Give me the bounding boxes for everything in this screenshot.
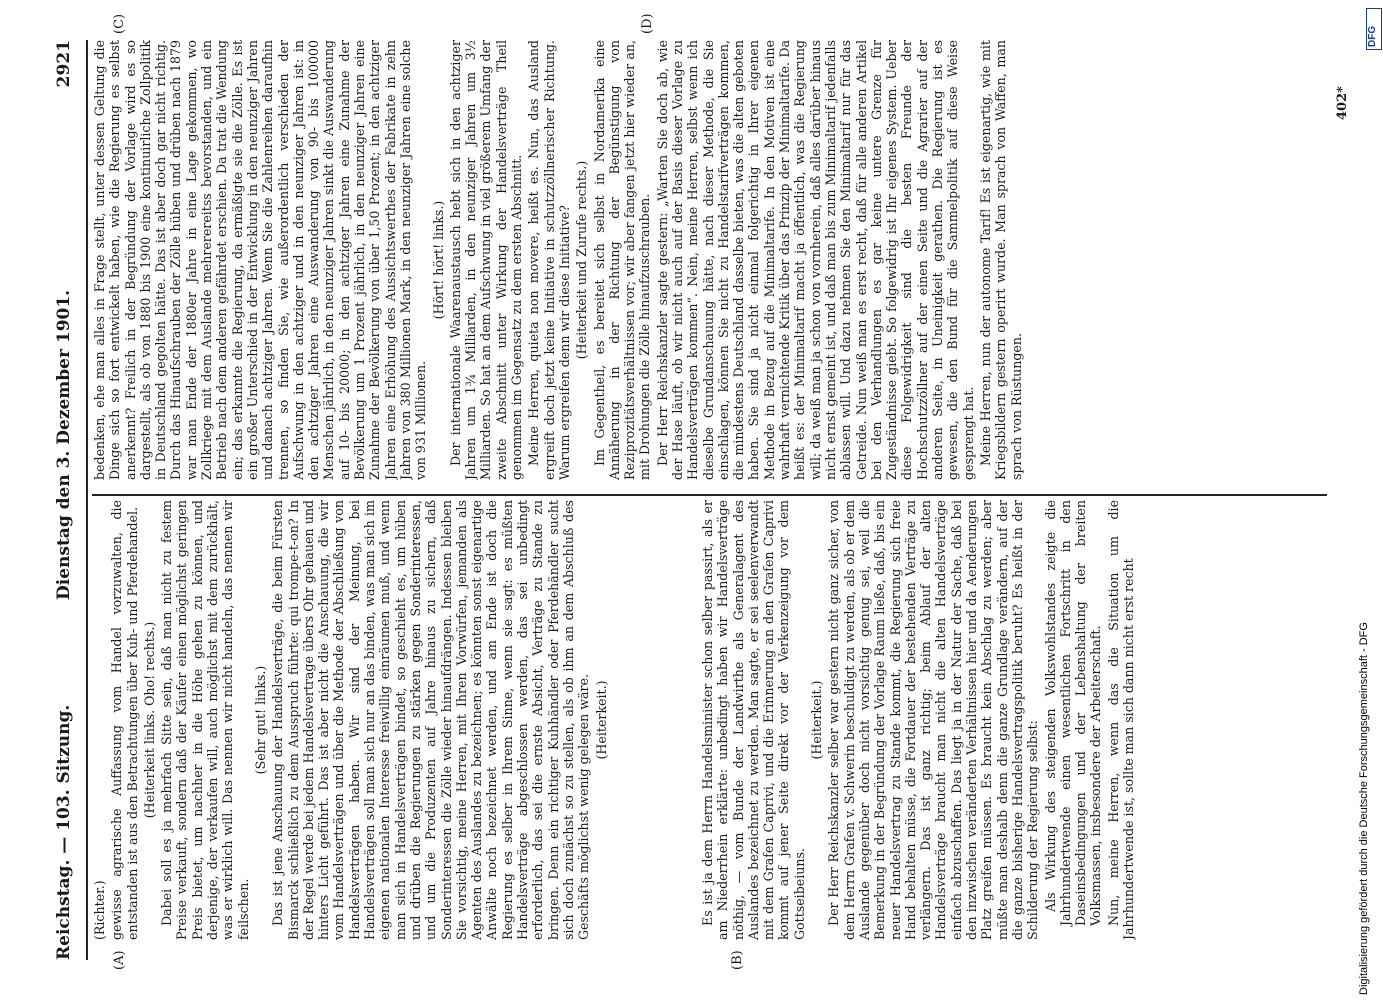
interjection: (Heiterkeit und Zurufe rechts.) [574, 160, 590, 360]
paragraph: Der Herr Reichskanzler sagte gestern: „Warten Sie doch ab, wie der Hase läuft, ob wir nicht auch auf der Basis dieser Vorlage zu Handelsverträgen kommen“. Nein, meine Herren, selbst wenn ich dieselbe Grundanschauung hätte, nach dieser Methode, die Sie einschlagen, können Sie nicht zu Handelstarifverträgen kommen, die mindestens Deutschland dasselbe bieten, was die alten geboten haben. Sie sind ja nicht einmal folgerichtig in Ihrer eigenen Methode in Bezug auf die Minimaltarife. In den Motiven ist eine wahrhaft vernichtende Kritik über das Prinzip der Minimaltarife. Da heißt es: der Minimaltarif macht ja öffentlich, was die Regierung will; da weiß man ja schon von vornherein, daß alles darüber hinaus nicht ernst gemeint ist, und daß man bis zum Minimaltarif jedenfalls ablassen will. Und dazu nehmen Sie den Minimaltarif nur für das Getreide. Nun weiß man es erst recht, daß für alle anderen Artikel bei den Verhandlungen es gar keine untere Grenze für Zugeständnisse giebt. So folgewidrig ist Ihr eigenes System. Ueber diese Folgewidrigkeit sind die besten Freunde der Hochschutzzöllner auf der einen Seite und die Agrarier auf der anderen Seite, in Uneinigkeit gerathen. Die Regierung ist es gewesen, die den Bund für die Sammelpolitik auf diese Weise gesprengt hat. [654, 40, 976, 480]
interjection: (Sehr gut! links.) [252, 665, 268, 775]
paragraph: bedenken, ehe man alles in Frage stellt, unter dessen Geltung die Dinge sich so fort entwickelt haben, wie die Regierung es selbst anerkennt? Freilich in der Begründung der Vorlage wird es so dargestellt, als ob von 1880 bis 1900 eine kontinuirliche Zollpolitik in Deutschland gegolten hätte. Das ist aber doch gar nicht richtig. Durch das Hinaufschrauben der Zölle hüben und drüben nach 1879 war man Ende der 1880er Jahre in eine Lage gekommen, wo Zollkriege mit dem Auslande mehrerereitss bevorstanden, und ein Betrieb nach dem anderen gefährdet erschien. Da trat die Wendung ein; das erkannte die Regierung, da ermäßigte sie die Zölle. Es ist ein großer Unterschied in der Entwicklung in den neunziger Jahren und danach achtziger Jahren. Wenn Sie die Zahlenreihen daraufhin trennen, so finden Sie, wie außerordentlich verschieden der Aufschwung in den achtziger und in den neunziger Jahren ist: in den achtziger Jahren eine Auswanderung von 90- bis 100000 Menschen jährlich, in den neunziger Jahren sinkt die Auswanderung auf 10- bis 20000; in den achtziger Jahren eine Zunahme der Bevölkerung um 1 Prozent jährlich, in den neunziger Jahren eine Zunahme der Bevölkerung von über 1,50 Prozent; in den achtziger Jahren eine Erhöhung des Aussichtswerthes der Fabrikate in zehn Jahren von 380 Millionen Mark, in den neunziger Jahren eine solche von 931 Millionen. [92, 40, 429, 480]
interjection: (Heiterkeit.) [809, 680, 825, 760]
header-left: Reichstag. — 103. Sitzung. [54, 704, 74, 960]
interjection: (Heiterkeit links. Oho! rechts.) [141, 621, 157, 819]
signature-mark: 402* [1335, 86, 1350, 120]
header-date: Dienstag den 3. Dezember 1901. [54, 289, 74, 600]
left-column-bottom [700, 500, 1320, 940]
paragraph: Der internationale Waarenaustausch hebt sich in den achtziger Jahren um 1¾ Milliarden, in den neunziger Jahren um 3½ Milliarden. So hat an dem Aufschwung in viel größerem Umfang der zweite Abschnitt unter Wirkung der Handelsverträge Theil genommen im Gegensatz zu dem ersten Abschnitt. [447, 40, 525, 480]
page-number: 2921 [54, 40, 74, 88]
margin-mark-a: (A) [112, 950, 127, 970]
speaker-label: (Richter.) [92, 880, 107, 940]
digitization-sideband [1356, 0, 1383, 1000]
margin-mark-c: (C) [112, 13, 127, 34]
margin-mark-b: (B) [730, 950, 745, 970]
paragraph: Dabei soll es ja mehrfach Sitte sein, daß man nicht zu festem Preise verkauft, sondern daß der Käufer einen möglichst geringen Preis bietet, um nachher in die Höhe gehen zu können, und derjenige, der verkaufen will, auch möglichst mit dem zurückhält, was er wirklich will. Das nennen wir nicht handeln, das nennen wir feilschen. [159, 500, 251, 940]
interjection: (Hört! hört! links.) [430, 200, 446, 320]
dfg-logo-text: DFG [1367, 25, 1378, 47]
funding-notice: Digitalisierung gefördert durch die Deutsche Forschungsgemeinschaft - DFG [1358, 622, 1370, 995]
paragraph: Nun, meine Herren, wenn das die Situation um die Jahrhundertwende ist, sollte man sich dann nicht erst recht [1105, 500, 1137, 940]
paragraph: Meine Herren, quieta non movere, heißt es. Nun, das Ausland ergreift doch jetzt keine Initiative in schutzzöllnerischer Richtung. Warum ergreifen denn wir diese Initiative? [526, 40, 572, 480]
paragraph: Im Gegentheil, es bereitet sich selbst in Nordamerika eine Annäherung in der Richtung der Begünstigung von Reziprozitätsverhältnissen vor; wir aber fangen jetzt hier wieder an, mit Drohungen die Zölle hinaufzuschrauben. [591, 40, 653, 480]
paragraph: gewisse agrarische Auffassung vom Handel vorzuwalten, die entstanden ist aus den Betrachtungen über Kuh- und Pferdehandel. [109, 500, 140, 940]
page-header [50, 40, 80, 960]
right-column [92, 40, 1322, 480]
paragraph: Es ist ja dem Herrn Handelsminister schon selber passirt, als er am Niederrhein erklärte: unbedingt haben wir Handelsverträge nöthig, — vom Bunde der Landwirthe als Generalagent des Auslandes bezeichnet zu werden. Man sagte, er sei seelenverwandt mit dem Grafen Caprivi, und die Erinnerung an den Grafen Caprivi kommt auf jener Seite direkt vor der Verkenzeigung vor dem Gottseibeiuns. [700, 500, 807, 940]
column-divider [92, 494, 1327, 496]
header-rule [86, 40, 88, 960]
quotation: Als Wirkung des steigenden Volkswohlstandes zeigte die Jahrhundertwende einen wesentlichen Fortschritt in den Daseinsbedingungen und der Lebenshaltung der breiten Volksmassen, insbesondere der Arbeiterschaft. [1042, 500, 1104, 926]
paragraph: Der Herr Reichskanzler selber war gestern nicht ganz sicher, von dem Herrn Grafen v. Schwerin beschuldigt zu werden, als ob er dem Auslande gegenüber doch nicht vorsichtig genug sei, weil die Bemerkung in der Begründung der Vorlage Raum ließe, daß, bis ein neuer Handelsvertrag zu Stande kommt, die Regierung sich freie Hand behalten müsse, die Fortdauer der bestehenden Verträge zu verlängern. Das ist ganz richtig; beim Ablauf der alten Handelsverträge braucht man nicht die alten Handelsverträge einfach abzuschaffen. Das liegt ja in der Natur der Sache, daß bei den inzwischen veränderten Verhältnissen hier und da Aenderungen Platz greifen müssen. Es braucht kein Abschlag zu werden; aber müßte man deshalb denn die ganze Grundlage verändern, auf der die ganze bisherige Handelsvertragspolitik beruht? Es heißt in der Schilderung der Regierung selbst: [826, 500, 1041, 940]
paragraph: Meine Herren, nun der autonome Tarif! Es ist eigenartig, wie mit Kriegsbildern gestern operirt wurde. Man sprach von Waffen, man sprach von Rüstungen. [977, 40, 1024, 480]
dfg-logo [1366, 8, 1382, 50]
paragraph: Das ist jene Anschauung der Handelsverträge, die beim Fürsten Bismarck schließlich zu dem Ausspruch führte: qui trompe-t-on? In der Regel werde bei jedem Handelsvertrage übers Ohr gehauen und hinters Licht geführt. Das ist aber nicht die Anschauung, die wir vom Handelsverträgen und über die Methode der Abschließung von Handelsverträgen haben. Wir sind der Meinung, bei Handelsverträgen soll man sich nur an das binden, was man sich im eigenen nationalen Interesse freiwillig einräumen muß, und wenn man sich in Handelsverträgen bindet, so geschieht es, um hüben und drüben die Regierungen zu stärken gegen Sonderinteressen, und um die Produzenten auf Jahre hinaus zu sichern, daß Sonderinteressen die Zölle wieder hinaufdrängen. Indessen bleiben Sie vorsichtig, meine Herren, mit Ihren Vorwürfen, jemanden als Agenten des Auslandes zu bezeichnen; es könnten sonst eigenartige Anwälte noch bezeichnet werden, und am Ende ist doch die Regierung es selber in Ihrem Sinne, wenn sie sagt: es müßten Handelsverträge abgeschlossen werden, das sei unbedingt erforderlich, das sei die ernste Absicht, Verträge zu Stande zu bringen. Denn ein richtiger Kuhhändler oder Pferdehändler sucht sich doch zunächst so zu stellen, als ob ihm an dem Abschluß des Geschäfts möglichst wenig gelegen wäre. [270, 500, 592, 940]
interjection: (Heiterkeit.) [593, 680, 609, 760]
margin-mark-d: (D) [640, 13, 655, 34]
left-column-top [92, 500, 692, 940]
